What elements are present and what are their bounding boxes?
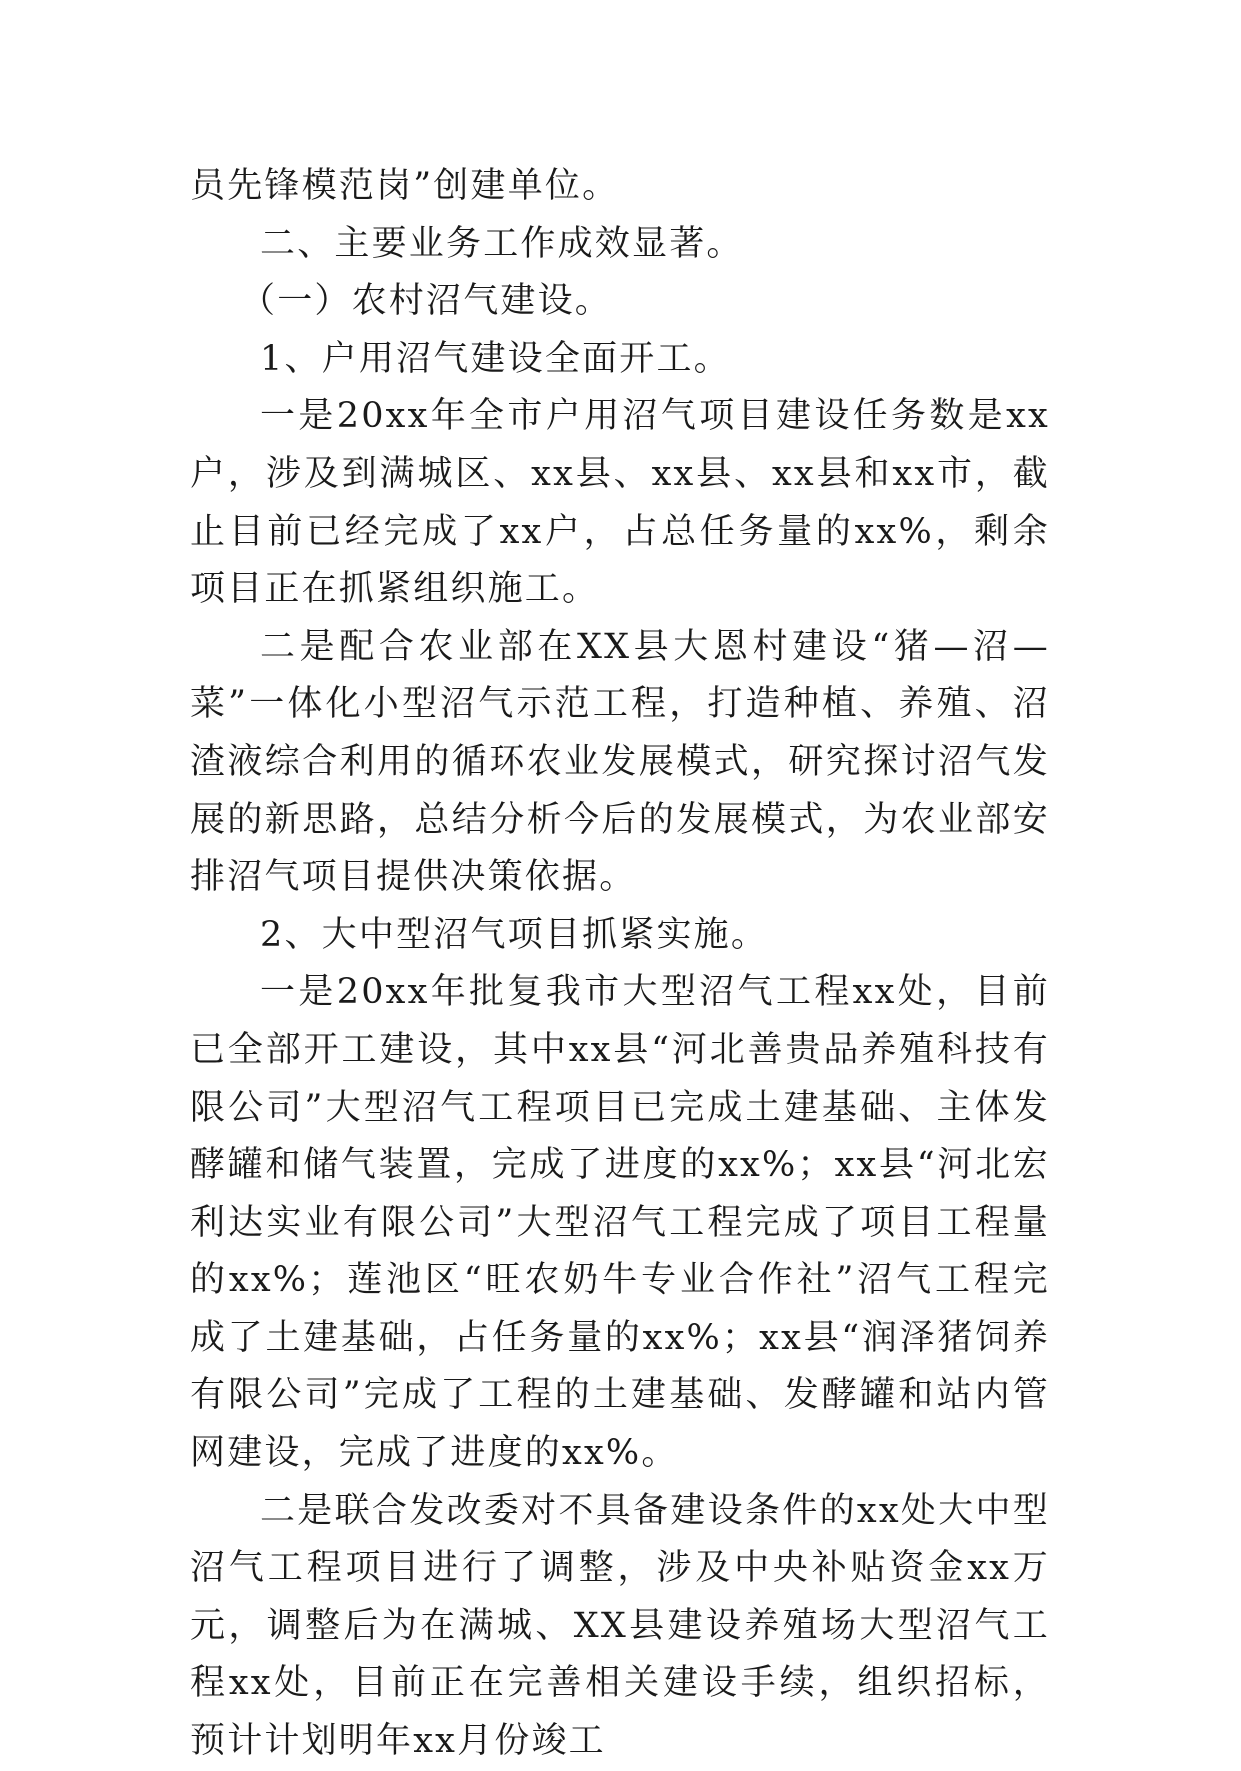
paragraph-household-biogas: 一是20xx年全市户用沼气项目建设任务数是xx户，涉及到满城区、xx县、xx县、xx县和xx市，截止目前已经完成了xx户，占总任务量的xx%，剩余项目正在抓紧组织施工。: [190, 396, 1050, 610]
subsection-heading: （一）农村沼气建设。: [240, 281, 613, 322]
paragraph-large-projects: 一是20xx年批复我市大型沼气工程xx处，目前已全部开工建设，其中xx县“河北善贵品养殖科技有限公司”大型沼气工程项目已完成土建基础、主体发酵罐和储气装置，完成了进度的xx%；xx县“河北宏利达实业有限公司”大型沼气工程完成了项目工程量的xx%；莲池区“旺农奶牛专业合作社”沼气工程完成了土建基础，占任务量的xx%；xx县“润泽猪饲养有限公司”完成了工程的土建基础、发酵罐和站内管网建设，完成了进度的xx%。: [190, 972, 1050, 1474]
item-heading-1: 1、户用沼气建设全面开工。: [260, 338, 731, 379]
item-heading-2: 2、大中型沼气项目抓紧实施。: [260, 914, 769, 955]
paragraph-continuation: 员先锋模范岗”创建单位。: [190, 166, 620, 206]
paragraph-project-adjustment: 二是联合发改委对不具备建设条件的xx处大中型沼气工程项目进行了调整，涉及中央补贴资金xx万元，调整后为在满城、XX县建设养殖场大型沼气工程xx处，目前正在完善相关建设手续，组织招标，预计计划明年xx月份竣工: [190, 1490, 1050, 1762]
paragraph-demo-project: 二是配合农业部在XX县大恩村建设“猪—沼—菜”一体化小型沼气示范工程，打造种植、养殖、沼渣液综合利用的循环农业发展模式，研究探讨沼气发展的新思路，总结分析今后的发展模式，为农业部安排沼气项目提供决策依据。: [190, 626, 1050, 898]
body-text: [190, 158, 1050, 1771]
section-heading: 二、主要业务工作成效显著。: [260, 223, 744, 264]
